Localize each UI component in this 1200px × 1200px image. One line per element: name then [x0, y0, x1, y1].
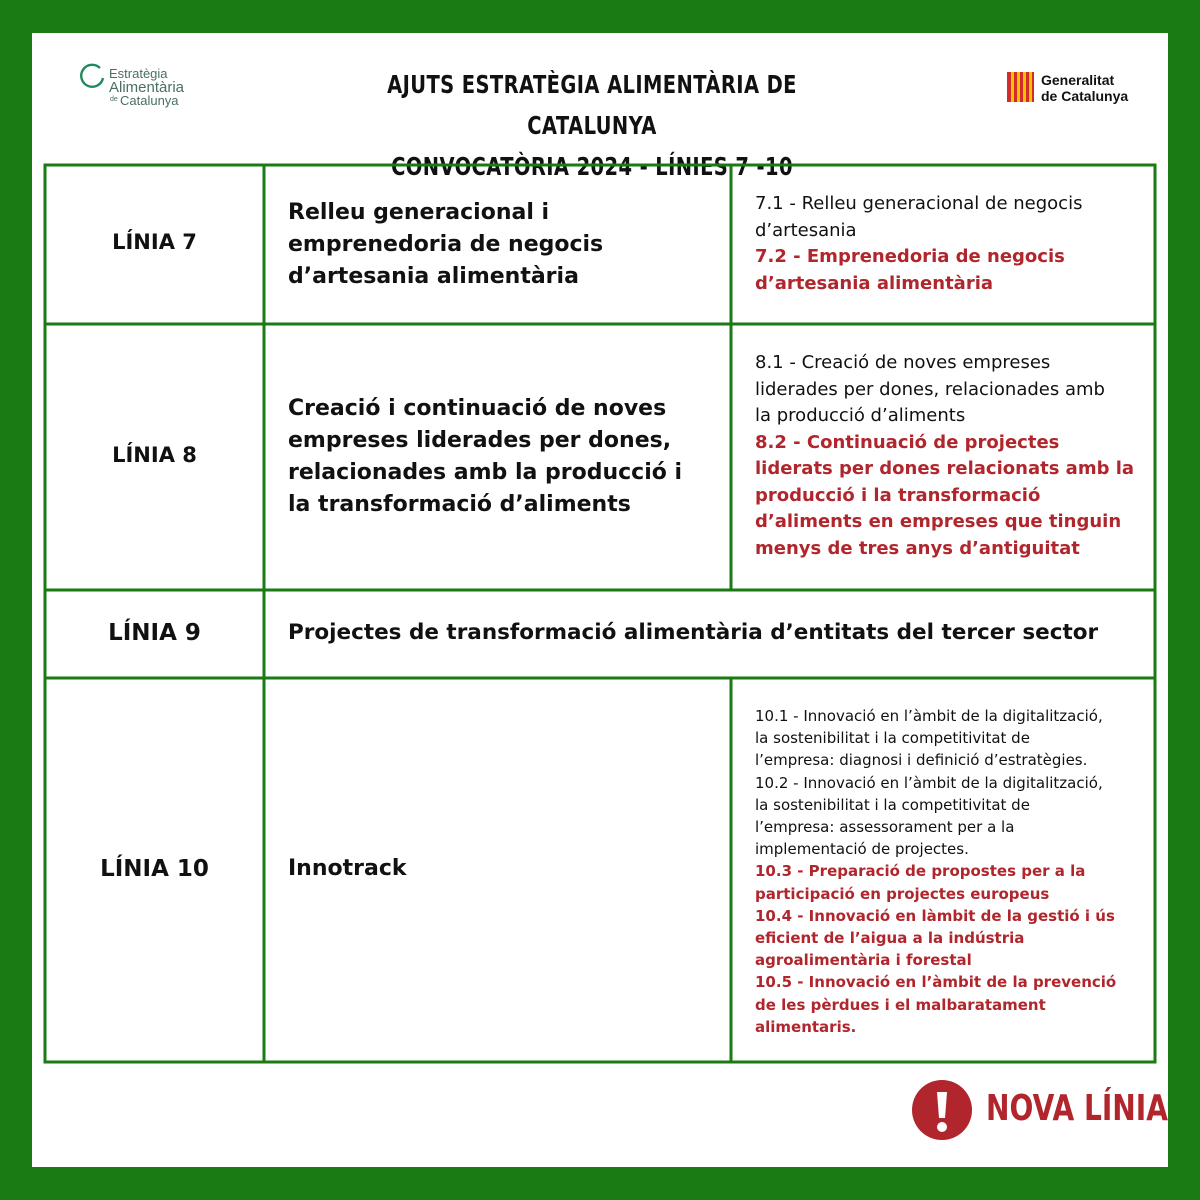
subitem-line: 7.1 - Relleu generacional de negocis [755, 193, 1083, 214]
subitem-line: participació en projectes europeus [755, 884, 1050, 903]
description-line: emprenedoria de negocis [288, 232, 604, 257]
subitem-line: liderats per dones relacionats amb la [755, 458, 1135, 479]
subitem-10-2 [755, 772, 1116, 861]
subitem-line: la sostenibilitat i la competitivitat de [755, 795, 1030, 814]
subitem-line: 8.1 - Creació de noves empreses [755, 352, 1051, 373]
subitem-line: d’artesania alimentària [755, 272, 994, 294]
subitem-10-1 [755, 705, 1116, 772]
generalitat-line-2: de Catalunya [1041, 88, 1129, 104]
subitem-10-4-new [755, 905, 1116, 972]
subitem-line: 10.4 - Innovació en làmbit de la gestió i ús [755, 906, 1115, 925]
row-label-linia-9: LÍNIA 9 [108, 620, 201, 646]
description-line: Creació i continuació de noves [288, 396, 667, 421]
generalitat-line-1: Generalitat [1041, 72, 1115, 88]
subitem-line: 10.1 - Innovació en l’àmbit de la digitalització, [755, 707, 1103, 725]
nova-linia-legend [912, 1080, 1168, 1140]
subitem-line: d’aliments en empreses que tinguin [755, 511, 1122, 532]
description-line: Innotrack [288, 856, 407, 881]
subitem-line: 10.5 - Innovació en l’àmbit de la prevenció [755, 973, 1117, 992]
row-description-linia-8 [288, 393, 682, 521]
subitem-line: 8.2 - Continuació de projectes [755, 431, 1060, 453]
subitem-line: 10.2 - Innovació en l’àmbit de la digitalització, [755, 773, 1103, 792]
subitem-10-5-new [755, 971, 1116, 1038]
subitem-line: agroalimentària i forestal [755, 951, 972, 970]
logo-line-2: Alimentària [109, 79, 185, 96]
subitem-8-2-new [755, 430, 1134, 563]
description-line: relacionades amb la producció i [288, 460, 683, 485]
description-line: empreses liderades per dones, [288, 428, 672, 453]
subitem-line: la producció d’aliments [755, 405, 966, 426]
subitem-line: producció i la transformació [755, 484, 1041, 506]
row-label-linia-8: LÍNIA 8 [112, 443, 197, 467]
logo-line-4: Catalunya [120, 93, 179, 108]
description-line: d’artesania alimentària [288, 264, 579, 289]
row-subitems-linia-7 [755, 191, 1082, 297]
subitem-10-3-new [755, 860, 1116, 904]
logo-line-3: de [110, 96, 118, 103]
subitem-line: alimentaris. [755, 1017, 857, 1036]
subitem-7-1 [755, 191, 1082, 244]
title-line-2: CONVOCATÒRIA 2024 - LÍNIES 7 -10 [391, 152, 793, 181]
subitem-line: l’empresa: assessorament per a la [755, 818, 1015, 837]
subitem-line: 7.2 - Emprenedoria de negocis [755, 246, 1065, 267]
row-label-linia-10: LÍNIA 10 [100, 856, 209, 882]
subitem-line: de les pèrdues i el malbaratament [755, 995, 1046, 1014]
description-line: la transformació d’aliments [288, 492, 631, 517]
row-subitems-linia-10 [755, 705, 1116, 1038]
row-label-linia-7: LÍNIA 7 [112, 230, 197, 254]
subitem-line: l’empresa: diagnosi i definició d’estratègies. [755, 751, 1088, 770]
row-subitems-linia-8 [755, 350, 1134, 562]
exclamation-icon [912, 1080, 972, 1140]
subitem-line: eficient de l’aigua a la indústria [755, 929, 1025, 948]
subitem-line: la sostenibilitat i la competitivitat de [755, 729, 1030, 748]
title-line-1: AJUTS ESTRATÈGIA ALIMENTÀRIA DE CATALUNYA [387, 70, 797, 140]
subitem-line: d’artesania [755, 219, 857, 241]
subitem-7-2-new [755, 244, 1082, 297]
row-description-linia-10 [288, 853, 407, 885]
logo-line-1: Estratègia [109, 66, 168, 81]
row-description-linia-7 [288, 197, 603, 293]
description-line: Relleu generacional i [288, 200, 550, 225]
subitem-line: implementació de projectes. [755, 840, 969, 859]
subitem-line: 10.3 - Preparació de propostes per a la [755, 862, 1086, 881]
subitem-line: liderades per dones, relacionades amb [755, 378, 1105, 400]
row-description-linia-9-new: Projectes de transformació alimentària d’entitats del tercer sector [288, 620, 1099, 645]
nova-linia-label: NOVA LÍNIA [986, 1088, 1168, 1129]
subitem-line: menys de tres anys d’antiguitat [755, 537, 1080, 559]
subitem-8-1 [755, 350, 1134, 430]
